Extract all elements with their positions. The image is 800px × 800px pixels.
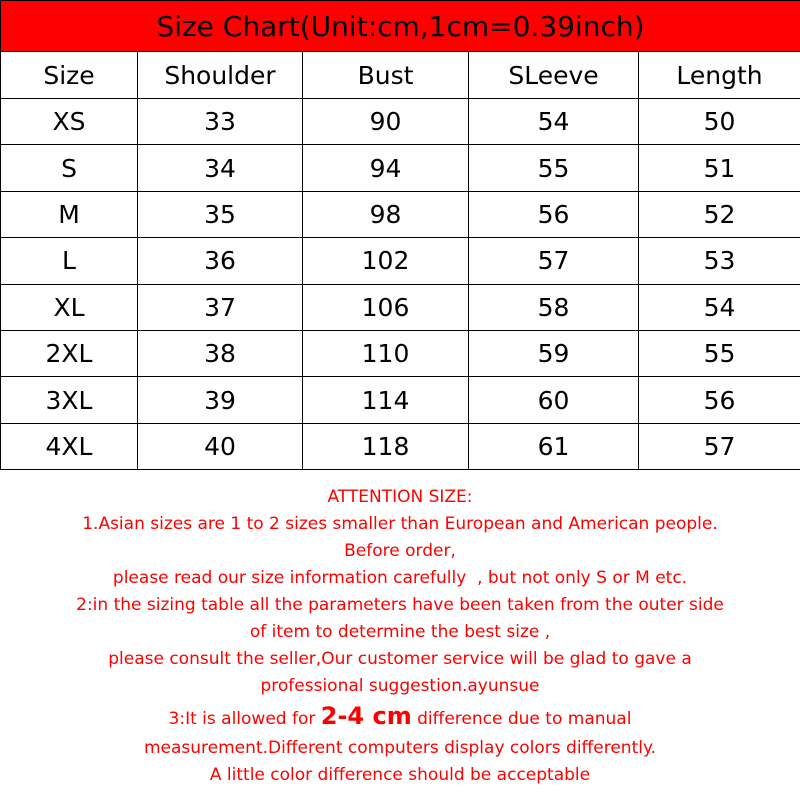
length-cell: 54 bbox=[639, 284, 800, 330]
table-row bbox=[1, 99, 800, 145]
bust-cell: 102 bbox=[303, 238, 469, 284]
size-cell: M bbox=[1, 191, 138, 237]
table-row bbox=[1, 284, 800, 330]
table-row bbox=[1, 330, 800, 376]
bust-cell: 98 bbox=[303, 191, 469, 237]
bust-cell: 114 bbox=[303, 377, 469, 423]
length-cell: 57 bbox=[639, 423, 800, 469]
bust-cell: 94 bbox=[303, 145, 469, 191]
table-row bbox=[1, 145, 800, 191]
header-length: Length bbox=[639, 52, 800, 99]
sleeve-cell: 60 bbox=[469, 377, 639, 423]
table-row bbox=[1, 423, 800, 469]
sleeve-cell: 54 bbox=[469, 99, 639, 145]
table-row bbox=[1, 191, 800, 237]
notes-line: please consult the seller,Our customer service will be glad to gave a bbox=[108, 649, 692, 669]
notes-tolerance-value: 2-4 cm bbox=[320, 702, 412, 730]
size-chart-title: Size Chart(Unit:cm,1cm=0.39inch) bbox=[1, 1, 800, 52]
bust-cell: 90 bbox=[303, 99, 469, 145]
bust-cell: 118 bbox=[303, 423, 469, 469]
sleeve-cell: 56 bbox=[469, 191, 639, 237]
shoulder-cell: 34 bbox=[138, 145, 303, 191]
length-cell: 51 bbox=[639, 145, 800, 191]
notes-line: measurement.Different computers display colors differently. bbox=[143, 738, 656, 758]
notes-tolerance-prefix: 3:It is allowed for bbox=[168, 709, 321, 729]
notes-line: professional suggestion.ayunsue bbox=[260, 676, 540, 696]
header-bust: Bust bbox=[303, 52, 469, 99]
shoulder-cell: 38 bbox=[138, 330, 303, 376]
title-row bbox=[1, 1, 800, 52]
header-row bbox=[1, 52, 800, 99]
table-row bbox=[1, 377, 800, 423]
header-shoulder: Shoulder bbox=[138, 52, 303, 99]
notes-line: of item to determine the best size , bbox=[249, 622, 551, 642]
sleeve-cell: 58 bbox=[469, 284, 639, 330]
notes-line: 1.Asian sizes are 1 to 2 sizes smaller than European and American people. bbox=[82, 514, 718, 534]
header-size: Size bbox=[1, 52, 138, 99]
size-cell: 3XL bbox=[1, 377, 138, 423]
length-cell: 52 bbox=[639, 191, 800, 237]
length-cell: 56 bbox=[639, 377, 800, 423]
bust-cell: 106 bbox=[303, 284, 469, 330]
notes-tolerance-suffix: difference due to manual bbox=[411, 709, 632, 729]
notes-line: Before order, bbox=[344, 541, 456, 561]
shoulder-cell: 36 bbox=[138, 238, 303, 284]
notes-line: A little color difference should be acceptable bbox=[209, 765, 591, 785]
size-cell: 4XL bbox=[1, 423, 138, 469]
length-cell: 53 bbox=[639, 238, 800, 284]
size-cell: L bbox=[1, 238, 138, 284]
length-cell: 50 bbox=[639, 99, 800, 145]
header-sleeve: SLeeve bbox=[469, 52, 639, 99]
length-cell: 55 bbox=[639, 330, 800, 376]
sleeve-cell: 57 bbox=[469, 238, 639, 284]
table-row bbox=[1, 238, 800, 284]
sleeve-cell: 55 bbox=[469, 145, 639, 191]
notes-tolerance-line bbox=[0, 700, 800, 735]
notes-heading: ATTENTION SIZE: bbox=[327, 487, 473, 507]
shoulder-cell: 33 bbox=[138, 99, 303, 145]
bust-cell: 110 bbox=[303, 330, 469, 376]
shoulder-cell: 35 bbox=[138, 191, 303, 237]
size-cell: XL bbox=[1, 284, 138, 330]
notes-line: 2:in the sizing table all the parameters have been taken from the outer side bbox=[76, 595, 724, 615]
shoulder-cell: 40 bbox=[138, 423, 303, 469]
attention-notes bbox=[0, 484, 800, 789]
size-cell: 2XL bbox=[1, 330, 138, 376]
sleeve-cell: 59 bbox=[469, 330, 639, 376]
size-cell: XS bbox=[1, 99, 138, 145]
shoulder-cell: 37 bbox=[138, 284, 303, 330]
size-cell: S bbox=[1, 145, 138, 191]
sleeve-cell: 61 bbox=[469, 423, 639, 469]
shoulder-cell: 39 bbox=[138, 377, 303, 423]
notes-line: please read our size information carefully , but not only S or M etc. bbox=[112, 568, 688, 588]
